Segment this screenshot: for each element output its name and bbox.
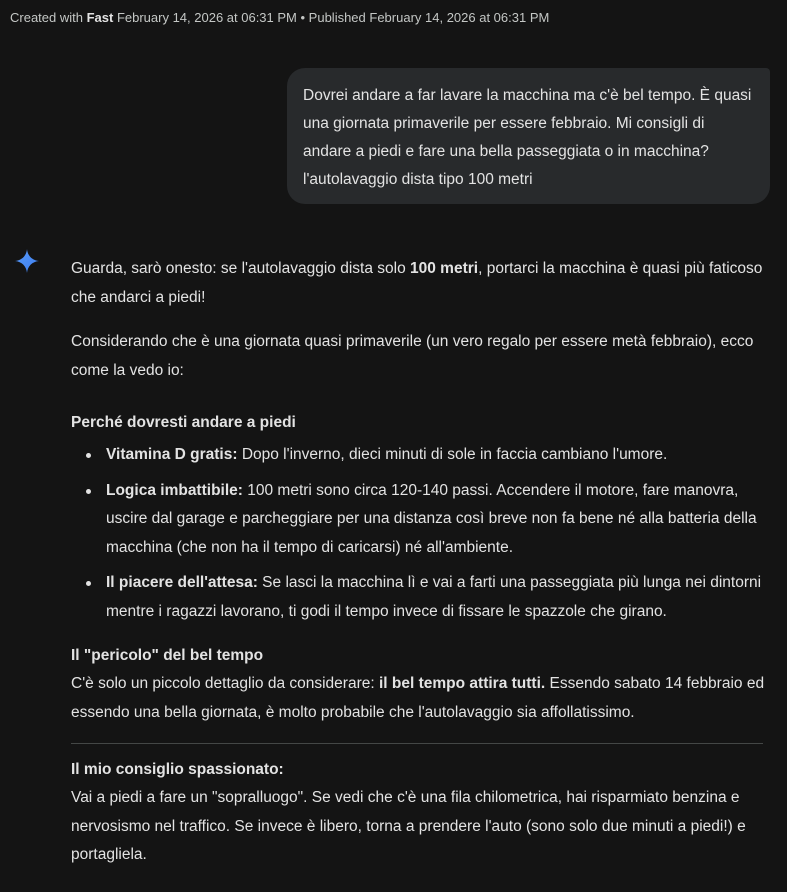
heading-weather-danger: Il "pericolo" del bel tempo bbox=[71, 647, 264, 664]
list-item-bold: Il piacere dell'attesa: bbox=[106, 574, 258, 591]
list-item bbox=[71, 569, 771, 626]
list-item-text: Se lasci la macchina lì e vai a farti una passeggiata più lunga nei dintorni mentre i ragazzi lavorano, ti godi il tempo invece di fissare le spazzole che girano. bbox=[106, 574, 762, 620]
list-item-bold: Logica imbattibile: bbox=[106, 481, 243, 499]
response-paragraph-intro bbox=[71, 255, 771, 312]
meta-published: Published February 14, 2026 at 06:31 PM bbox=[308, 10, 550, 25]
detail-text-a: C'è solo un piccolo dettaglio da considerare: bbox=[71, 675, 379, 692]
intro-text-b: , portarci la macchina è quasi più faticoso che andarci a piedi! bbox=[71, 260, 763, 306]
list-item-bold: Vitamina D gratis: bbox=[106, 446, 238, 463]
list-item bbox=[71, 477, 771, 563]
user-message-text: Dovrei andare a far lavare la macchina ma c'è bel tempo. È quasi una giornata primaverile per essere febbraio. Mi consigli di andare a piedi e fare una bella passeggiata o in macchina? l'autolavaggio dista tipo 100 metri bbox=[303, 87, 752, 188]
divider bbox=[71, 743, 763, 744]
heading-advice: Il mio consiglio spassionato: bbox=[71, 761, 284, 778]
intro-bold: 100 metri bbox=[410, 260, 479, 277]
list-item-text: 100 metri sono circa 120-140 passi. Accendere il motore, fare manovra, uscire dal garage e parcheggiare per una distanza così breve non fa bene né alla batteria della macchina (che non ha il tempo di caricarsi) né all'ambiente. bbox=[106, 481, 757, 556]
heading-walk-reasons: Perché dovresti andare a piedi bbox=[71, 414, 296, 431]
intro-text-a: Guarda, sarò onesto: se l'autolavaggio dista solo bbox=[71, 260, 411, 277]
meta-created: February 14, 2026 at 06:31 PM bbox=[113, 10, 297, 25]
meta-model: Fast bbox=[86, 10, 114, 25]
user-message-bubble bbox=[287, 68, 770, 204]
list-item-text: Dopo l'inverno, dieci minuti di sole in faccia cambiano l'umore. bbox=[237, 446, 668, 463]
list-item bbox=[71, 441, 771, 470]
gemini-spark-icon bbox=[14, 248, 40, 274]
response-paragraph-detail bbox=[71, 670, 771, 727]
meta-separator: • bbox=[296, 10, 309, 25]
response-paragraph-context: Considerando che è una giornata quasi primaverile (un vero regalo per essere metà febbraio), ecco come la vedo io: bbox=[71, 333, 754, 379]
publish-metadata bbox=[10, 10, 549, 25]
detail-bold: il bel tempo attira tutti. bbox=[378, 675, 546, 692]
detail-text-b: Essendo sabato 14 febbraio ed essendo una bella giornata, è molto probabile che l'autolavaggio sia affollatissimo. bbox=[71, 675, 765, 721]
meta-prefix: Created with bbox=[10, 10, 87, 25]
assistant-response bbox=[71, 255, 771, 870]
response-paragraph-advice: Vai a piedi a fare un "sopralluogo". Se vedi che c'è una fila chilometrica, hai risparmiato benzina e nervosismo nel traffico. Se invece è libero, torna a prendere l'auto (sono solo due minuti a piedi!) e portagliela. bbox=[71, 789, 746, 863]
reasons-list bbox=[71, 441, 771, 626]
